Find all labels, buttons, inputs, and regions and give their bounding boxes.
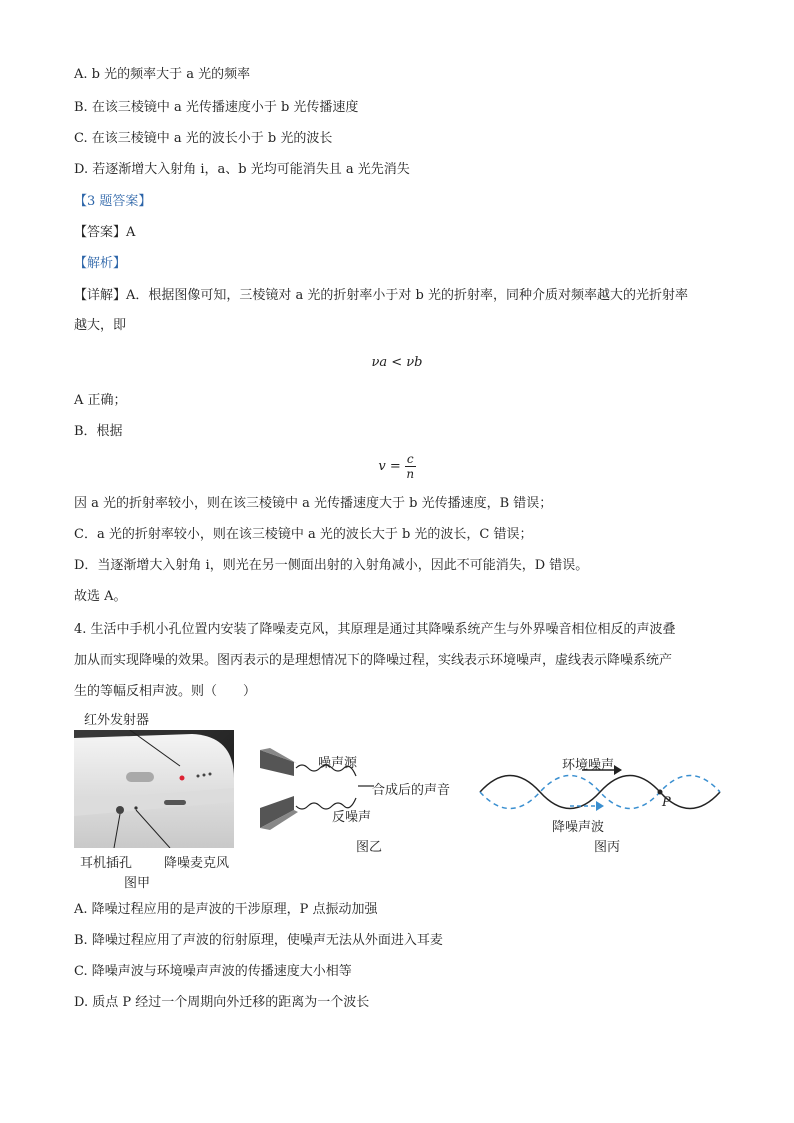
speaker-top-icon bbox=[260, 748, 298, 776]
formula-speed: v = $\frac{c}{n}$ bbox=[378, 452, 415, 481]
label-point-p: P bbox=[662, 795, 671, 810]
q4-option-d: D. 质点 P 经过一个周期向外迁移的距离为一个波长 bbox=[74, 995, 370, 1010]
conclusion: 故选 A。 bbox=[74, 589, 127, 604]
answer-line: 【答案】A bbox=[74, 225, 136, 240]
q3-option-c: C. 在该三棱镜中 a 光的波长小于 b 光的波长 bbox=[74, 131, 333, 146]
caption-yi: 图乙 bbox=[356, 840, 383, 855]
q4-stem-line-1: 4. 生活中手机小孔位置内安装了降噪麦克风，其原理是通过其降噪系统产生与外界噪音相位相反的声波叠 bbox=[74, 622, 676, 637]
formula-frequency: νa < νb bbox=[371, 355, 423, 370]
label-noise-mic: 降噪麦克风 bbox=[164, 856, 230, 871]
q4-stem-line-3: 生的等幅反相声波。则（ ） bbox=[74, 684, 257, 699]
label-headphone-jack: 耳机插孔 bbox=[80, 856, 133, 871]
d-line: D．当逐渐增大入射角 i，则光在另一侧面出射的入射角减小，因此不可能消失，D 错误。 bbox=[74, 558, 589, 573]
label-noise-source: 噪声源 bbox=[318, 756, 358, 771]
phone-photo bbox=[74, 730, 234, 848]
b-line: 因 a 光的折射率较小，则在该三棱镜中 a 光传播速度大于 b 光传播速度，B 错误； bbox=[74, 496, 553, 511]
caption-jia: 图甲 bbox=[124, 876, 151, 891]
detail-line-1: 【详解】A．根据图像可知，三棱镜对 a 光的折射率小于对 b 光的折射率，同种介质对频率越大的光折射率 bbox=[74, 288, 688, 303]
q3-option-d: D. 若逐渐增大入射角 i，a、b 光均可能消失且 a 光先消失 bbox=[74, 162, 410, 177]
q4-option-b: B. 降噪过程应用了声波的衍射原理，使噪声无法从外面进入耳麦 bbox=[74, 933, 443, 948]
speaker-bottom-icon bbox=[260, 796, 298, 830]
label-combined-sound: 合成后的声音 bbox=[372, 783, 451, 798]
label-infrared-emitter: 红外发射器 bbox=[84, 713, 150, 728]
answer-header: 【3 题答案】 bbox=[74, 194, 152, 209]
q3-option-b: B. 在该三棱镜中 a 光传播速度小于 b 光传播速度 bbox=[74, 100, 359, 115]
q3-option-a: A. b 光的频率大于 a 光的频率 bbox=[74, 67, 251, 82]
fraction: $\frac{c}{n}$ bbox=[406, 452, 415, 481]
label-anti-noise: 反噪声 bbox=[332, 810, 372, 825]
c-line: C．a 光的折射率较小，则在该三棱镜中 a 光的波长大于 b 光的波长，C 错误； bbox=[74, 527, 533, 542]
analysis-header: 【解析】 bbox=[74, 256, 127, 271]
b-basis: B．根据 bbox=[74, 424, 123, 439]
label-anti-noise-wave: 降噪声波 bbox=[552, 820, 605, 835]
label-environment-noise: 环境噪声 bbox=[562, 758, 615, 773]
detail-line-2: 越大，即 bbox=[74, 318, 127, 333]
point-p-marker bbox=[658, 790, 663, 795]
q4-stem-line-2: 加从而实现降噪的效果。图丙表示的是理想情况下的降噪过程，实线表示环境噪声，虚线表示降噪系统产 bbox=[74, 653, 673, 668]
dashed-arrow-right-icon bbox=[570, 800, 604, 812]
q4-option-c: C. 降噪声波与环境噪声声波的传播速度大小相等 bbox=[74, 964, 352, 979]
q4-option-a: A. 降噪过程应用的是声波的干涉原理，P 点振动加强 bbox=[74, 902, 378, 917]
caption-bing: 图丙 bbox=[594, 840, 621, 855]
a-correct: A 正确； bbox=[74, 393, 127, 408]
